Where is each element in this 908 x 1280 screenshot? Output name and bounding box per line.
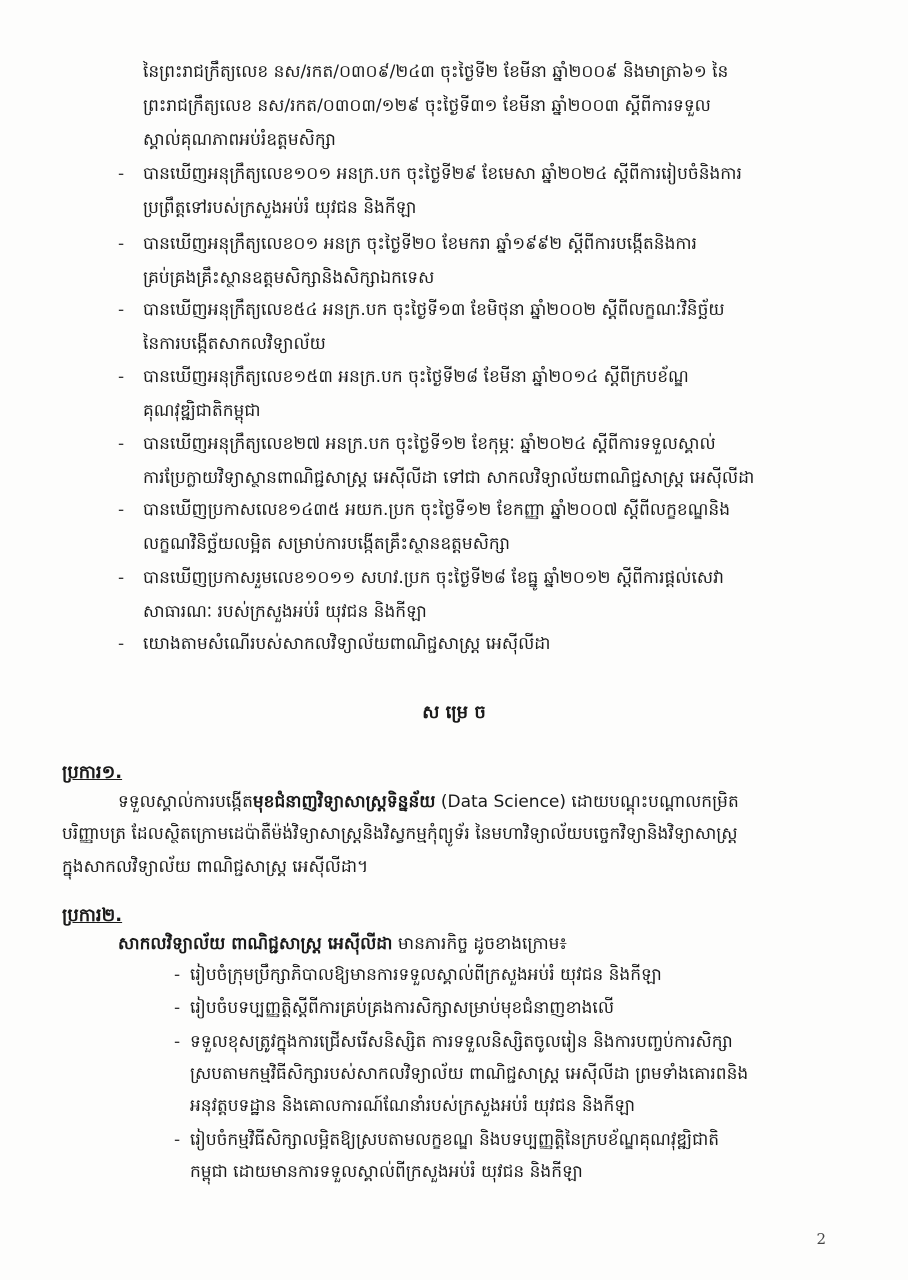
bullet-dash: - xyxy=(174,965,181,985)
duty-line: ទទួលខុសត្រូវក្នុងការជ្រើសរើសនិស្សិត ការទទួលនិស្សិតចូលរៀន និងការបញ្ចប់ការសិក្សា xyxy=(190,1032,733,1052)
bullet-line: ការប្រែក្លាយវិទ្យាស្ថានពាណិជ្ជសាស្ត្រ អេស៊ីលីដា ទៅជា សាកលវិទ្យាល័យពាណិជ្ជសាស្ត្រ អេស៊ីលីដា xyxy=(143,468,755,488)
page-number: 2 xyxy=(816,1230,826,1248)
bullet-dash: - xyxy=(118,367,125,387)
intro-line: នៃព្រះរាជក្រឹត្យលេខ នស/រកត/០៣០៩/២៤៣ ចុះថ្ងៃទី២ ខែមីនា ឆ្នាំ២០០៩ និងមាត្រា៦១ នៃ xyxy=(143,62,729,82)
bullet-line: យោងតាមសំណើរបស់សាកលវិទ្យាល័យពាណិជ្ជសាស្ត្រ អេស៊ីលីដា xyxy=(143,634,551,654)
intro-line: ស្គាល់គុណភាពអប់រំឧត្តមសិក្សា xyxy=(143,130,336,150)
bullet-dash: - xyxy=(118,300,125,320)
bullet-dash: - xyxy=(118,234,125,254)
article-1-line-2: បរិញ្ញាបត្រ ដែលស្ថិតក្រោមដេប៉ាតឺម៉ង់វិទ្យាសាស្ត្រនិងវិស្វកម្មកុំព្យូទ័រ នៃមហាវិទ្យាល័យបច្ចេកវិទ្យានិងវិទ្យាសាស្ត្រ xyxy=(62,824,738,844)
bullet-dash: - xyxy=(174,998,181,1018)
bullet-dash: - xyxy=(118,164,125,184)
decision-title: ស ម្រេ ច xyxy=(422,702,486,723)
bullet-dash: - xyxy=(118,434,125,454)
bullet-line: លក្ខណវិនិច្ឆ័យលម្អិត សម្រាប់ការបង្កើតគ្រឹះស្ថានឧត្តមសិក្សា xyxy=(143,534,510,554)
article-1-line-1 xyxy=(118,790,739,814)
bullet-line: គុណវុឌ្ឍិជាតិកម្ពុជា xyxy=(143,401,261,421)
duty-line: ស្របតាមកម្មវិធីសិក្សារបស់សាកលវិទ្យាល័យ ពាណិជ្ជសាស្ត្រ អេស៊ីលីដា ព្រមទាំងគោរពនិង xyxy=(190,1064,749,1084)
article-1-major: មុខជំនាញវិទ្យាសាស្ត្រទិន្នន័យ xyxy=(252,792,436,812)
bullet-dash: - xyxy=(174,1130,181,1150)
bullet-line: បានឃើញអនុក្រឹត្យលេខ៥៤ អនក្រ.បក ចុះថ្ងៃទី១៣ ខែមិថុនា ឆ្នាំ២០០២ ស្តីពីលក្ខណៈវិនិច្ឆ័យ xyxy=(143,300,725,320)
bullet-dash: - xyxy=(118,634,125,654)
article-2-university: សាកលវិទ្យាល័យ ពាណិជ្ជសាស្ត្រ អេស៊ីលីដា xyxy=(118,934,393,954)
bullet-line: ប្រព្រឹត្តទៅរបស់ក្រសួងអប់រំ យុវជន និងកីឡា xyxy=(143,198,417,218)
bullet-dash: - xyxy=(118,500,125,520)
bullet-line: គ្រប់គ្រងគ្រឹះស្ថានឧត្តមសិក្សានិងសិក្សាឯកទេស xyxy=(143,268,435,288)
bullet-line: បានឃើញអនុក្រឹត្យលេខ១៥៣ អនក្រ.បក ចុះថ្ងៃទី២៨ ខែមីនា ឆ្នាំ២០១៤ ស្តីពីក្របខ័ណ្ឌ xyxy=(143,367,689,387)
duty-line: កម្ពុជា ដោយមានការទទួលស្គាល់ពីក្រសួងអប់រំ យុវជន និងកីឡា xyxy=(190,1162,583,1182)
article-1-text: (Data Science) ដោយបណ្តុះបណ្តាលកម្រិត xyxy=(435,792,739,812)
duty-line: រៀបចំក្រុមប្រឹក្សាភិបាលឱ្យមានការទទួលស្គាល់ពីក្រសួងអប់រំ យុវជន និងកីឡា xyxy=(190,965,662,985)
article-2-intro xyxy=(118,932,567,956)
bullet-dash: - xyxy=(174,1032,181,1052)
bullet-line: បានឃើញប្រកាសលេខ១៤៣៥ អយក.ប្រក ចុះថ្ងៃទី១២ ខែកញ្ញា ឆ្នាំ២០០៧ ស្តីពីលក្ខខណ្ឌនិង xyxy=(143,500,730,520)
bullet-line: បានឃើញអនុក្រឹត្យលេខ១០១ អនក្រ.បក ចុះថ្ងៃទី២៩ ខែមេសា ឆ្នាំ២០២៤ ស្តីពីការរៀបចំនិងការ xyxy=(143,164,742,184)
article-1-text: ទទួលស្គាល់ការបង្កើត xyxy=(118,792,253,812)
article-2-text: មានភារកិច្ច ដូចខាងក្រោម៖ xyxy=(392,934,567,954)
bullet-line: បានឃើញប្រកាសរួមលេខ១០១១ សហវ.ប្រក ចុះថ្ងៃទី២៨ ខែធ្នូ ឆ្នាំ២០១២ ស្តីពីការផ្តល់សេវា xyxy=(143,568,724,588)
article-1-line-3: ក្នុងសាកលវិទ្យាល័យ ពាណិជ្ជសាស្ត្រ អេស៊ីលីដា។ xyxy=(62,857,369,877)
duty-line: រៀបចំកម្មវិធីសិក្សាលម្អិតឱ្យស្របតាមលក្ខខណ្ឌ និងបទប្បញ្ញត្តិនៃក្របខ័ណ្ឌគុណវុឌ្ឍិជាតិ xyxy=(190,1130,720,1150)
bullet-line: បានឃើញអនុក្រឹត្យលេខ០១ អនក្រ ចុះថ្ងៃទី២០ ខែមករា ឆ្នាំ១៩៩២ ស្តីពីការបង្កើតនិងការ xyxy=(143,234,697,254)
article-1-heading: ប្រការ១. xyxy=(62,762,123,783)
duty-line: អនុវត្តបទដ្ឋាន និងគោលការណ៍ណែនាំរបស់ក្រសួងអប់រំ យុវជន និងកីឡា xyxy=(190,1096,636,1116)
bullet-line: បានឃើញអនុក្រឹត្យលេខ២៧ អនក្រ.បក ចុះថ្ងៃទី១២ ខែកុម្ភៈ ឆ្នាំ២០២៤ ស្តីពីការទទួលស្គាល់ xyxy=(143,434,716,454)
bullet-line: សាធារណៈ របស់ក្រសួងអប់រំ យុវជន និងកីឡា xyxy=(143,602,427,622)
bullet-dash: - xyxy=(118,568,125,588)
bullet-line: នៃការបង្កើតសាកលវិទ្យាល័យ xyxy=(143,334,326,354)
article-2-heading: ប្រការ២. xyxy=(62,905,123,926)
duty-line: រៀបចំបទប្បញ្ញត្តិស្តីពីការគ្រប់គ្រងការសិក្សាសម្រាប់មុខជំនាញខាងលើ xyxy=(190,998,615,1018)
intro-line: ព្រះរាជក្រឹត្យលេខ នស/រកត/០៣០៣/១២៩ ចុះថ្ងៃទី៣១ ខែមីនា ឆ្នាំ២០០៣ ស្តីពីការទទួល xyxy=(143,96,711,116)
